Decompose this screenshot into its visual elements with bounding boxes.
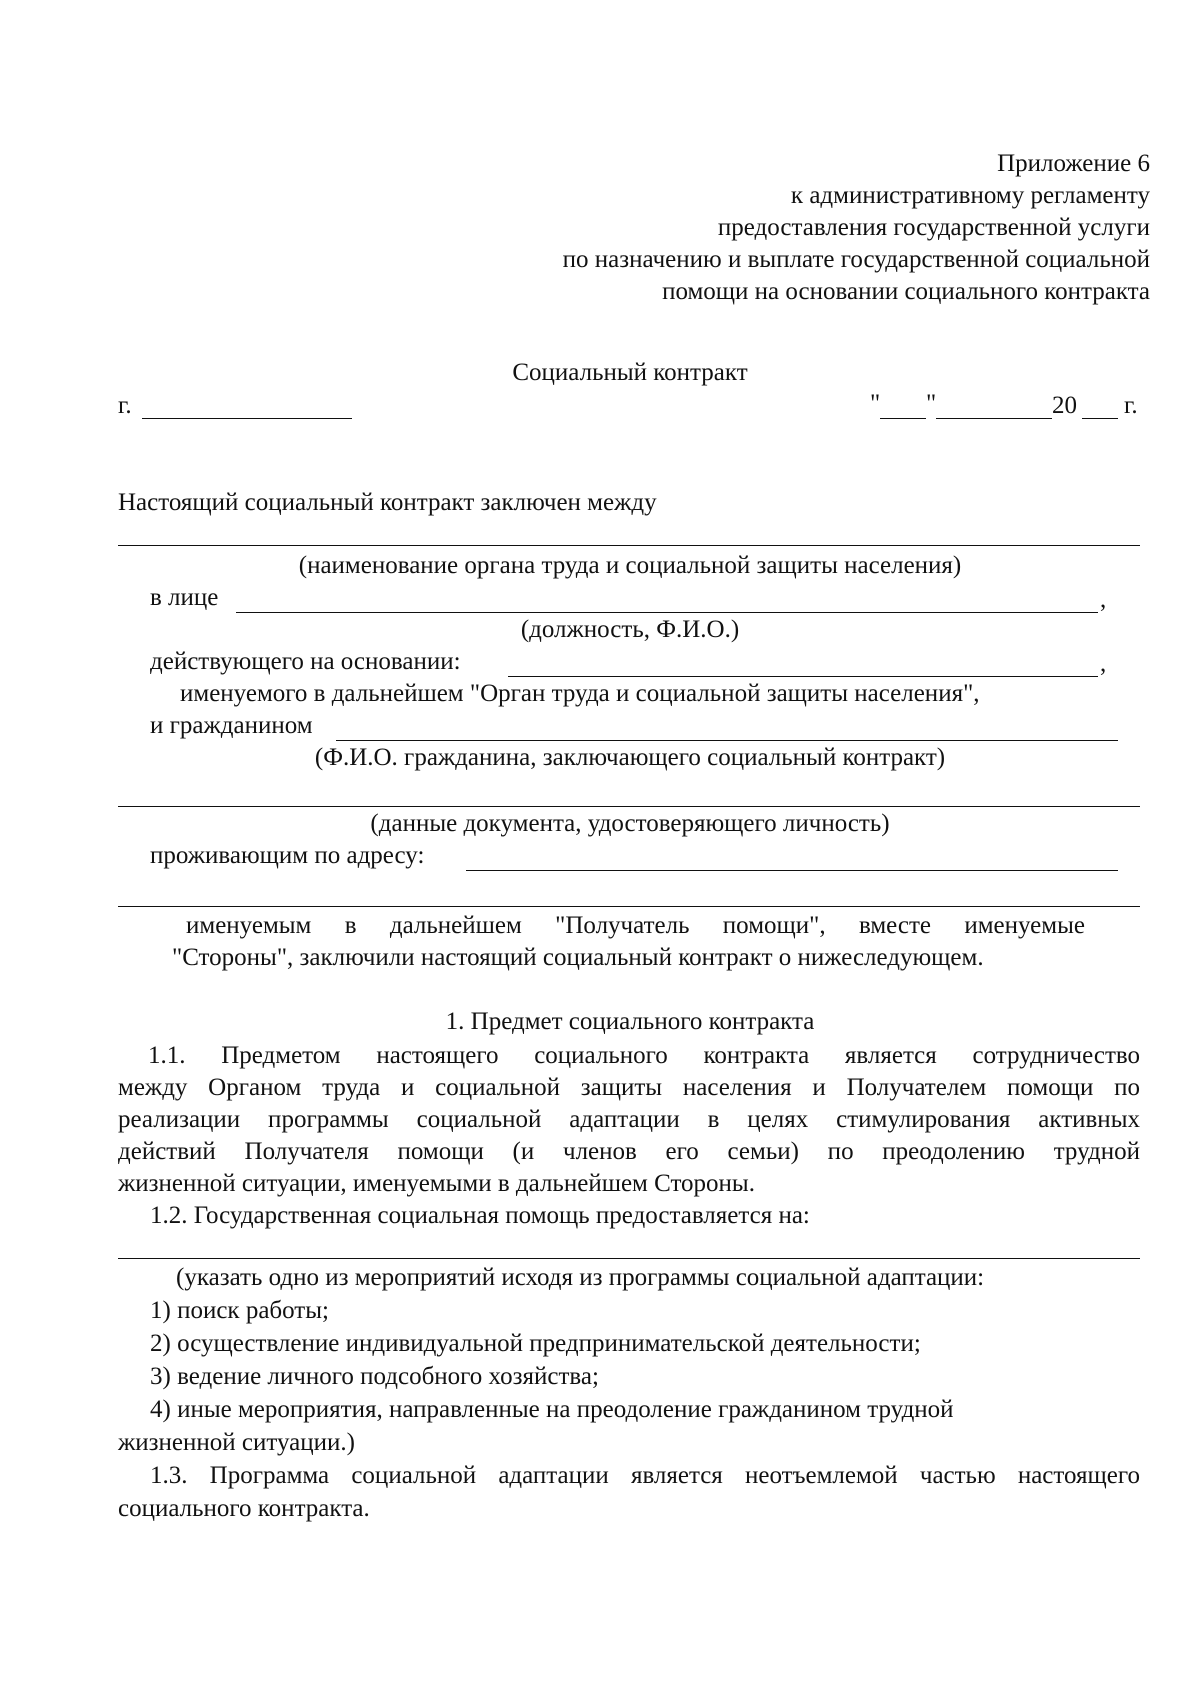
representative-blank — [236, 612, 1098, 613]
date-quote-close: " — [926, 390, 937, 417]
and-citizen-label: и гражданином — [150, 712, 313, 739]
date-quote-open: " — [870, 390, 881, 417]
p1-1-line-4: действий Получателя помощи (и членов его семьи) по преодолению трудной — [118, 1138, 1140, 1165]
place-prefix: г. — [118, 392, 132, 419]
p1-1-line-1: 1.1. Предметом настоящего социального контракта является сотрудничество — [148, 1042, 1140, 1069]
named-recipient-line-1: именуемым в дальнейшем "Получатель помощи", вместе именуемые — [186, 912, 1085, 939]
comma-1: , — [1100, 586, 1107, 613]
measure-item-3: 3) ведение личного подсобного хозяйства; — [150, 1363, 599, 1390]
named-organ-text: именуемого в дальнейшем "Орган труда и социальной защиты населения", — [180, 680, 980, 707]
p1-3-line-1: 1.3. Программа социальной адаптации является неотъемлемой частью настоящего — [150, 1462, 1140, 1489]
hint-measure: (указать одно из мероприятий исходя из программы социальной адаптации: — [176, 1264, 985, 1291]
hint-document: (данные документа, удостоверяющего личность) — [370, 810, 890, 837]
p1-1-line-2: между Органом труда и социальной защиты населения и Получателем помощи по — [118, 1074, 1140, 1101]
month-blank — [936, 418, 1052, 419]
citizen-blank — [336, 740, 1118, 741]
named-recipient-line-2: "Стороны", заключили настоящий социальный контракт о нижеследующем. — [172, 944, 984, 971]
year-suffix: г. — [1124, 392, 1138, 419]
day-blank — [880, 418, 926, 419]
header-line-1: к административному регламенту — [790, 182, 1150, 209]
year-blank — [1082, 418, 1118, 419]
measure-item-4: 4) иные мероприятия, направленные на преодоление гражданином трудной — [150, 1396, 954, 1423]
year-prefix: 20 — [1052, 392, 1077, 419]
in-person-label: в лице — [150, 584, 219, 611]
p1-1-line-5: жизненной ситуации, именуемыми в дальнейшем Стороны. — [118, 1170, 755, 1197]
address-blank-2 — [118, 906, 1140, 907]
appendix-number: Приложение 6 — [997, 150, 1150, 177]
intro-text: Настоящий социальный контракт заключен между — [118, 489, 657, 516]
header-line-2: предоставления государственной услуги — [717, 214, 1150, 241]
place-blank — [142, 418, 352, 419]
comma-2: , — [1100, 650, 1107, 677]
measure-item-1: 1) поиск работы; — [150, 1297, 329, 1324]
organ-blank — [118, 545, 1140, 546]
hint-citizen: (Ф.И.О. гражданина, заключающего социальный контракт) — [314, 744, 946, 771]
basis-blank — [508, 676, 1098, 677]
hint-organ: (наименование органа труда и социальной защиты населения) — [298, 552, 962, 579]
document-data-blank — [118, 806, 1140, 807]
measure-item-4-cont: жизненной ситуации.) — [118, 1429, 355, 1456]
header-line-3: по назначению и выплате государственной социальной — [562, 246, 1150, 273]
measure-blank — [118, 1258, 1140, 1259]
p1-3-line-2: социального контракта. — [118, 1495, 370, 1522]
header-line-4: помощи на основании социального контракта — [662, 278, 1150, 305]
section-1-title: 1. Предмет социального контракта — [445, 1008, 815, 1035]
address-blank-1 — [466, 870, 1118, 871]
p1-1-line-3: реализации программы социальной адаптации в целях стимулирования активных — [118, 1106, 1140, 1133]
p1-2-text: 1.2. Государственная социальная помощь предоставляется на: — [150, 1202, 810, 1229]
hint-position: (должность, Ф.И.О.) — [520, 616, 740, 643]
document-title: Социальный контракт — [512, 359, 748, 386]
residing-label: проживающим по адресу: — [150, 842, 425, 869]
measure-item-2: 2) осуществление индивидуальной предпринимательской деятельности; — [150, 1330, 921, 1357]
acting-basis-label: действующего на основании: — [150, 648, 461, 675]
